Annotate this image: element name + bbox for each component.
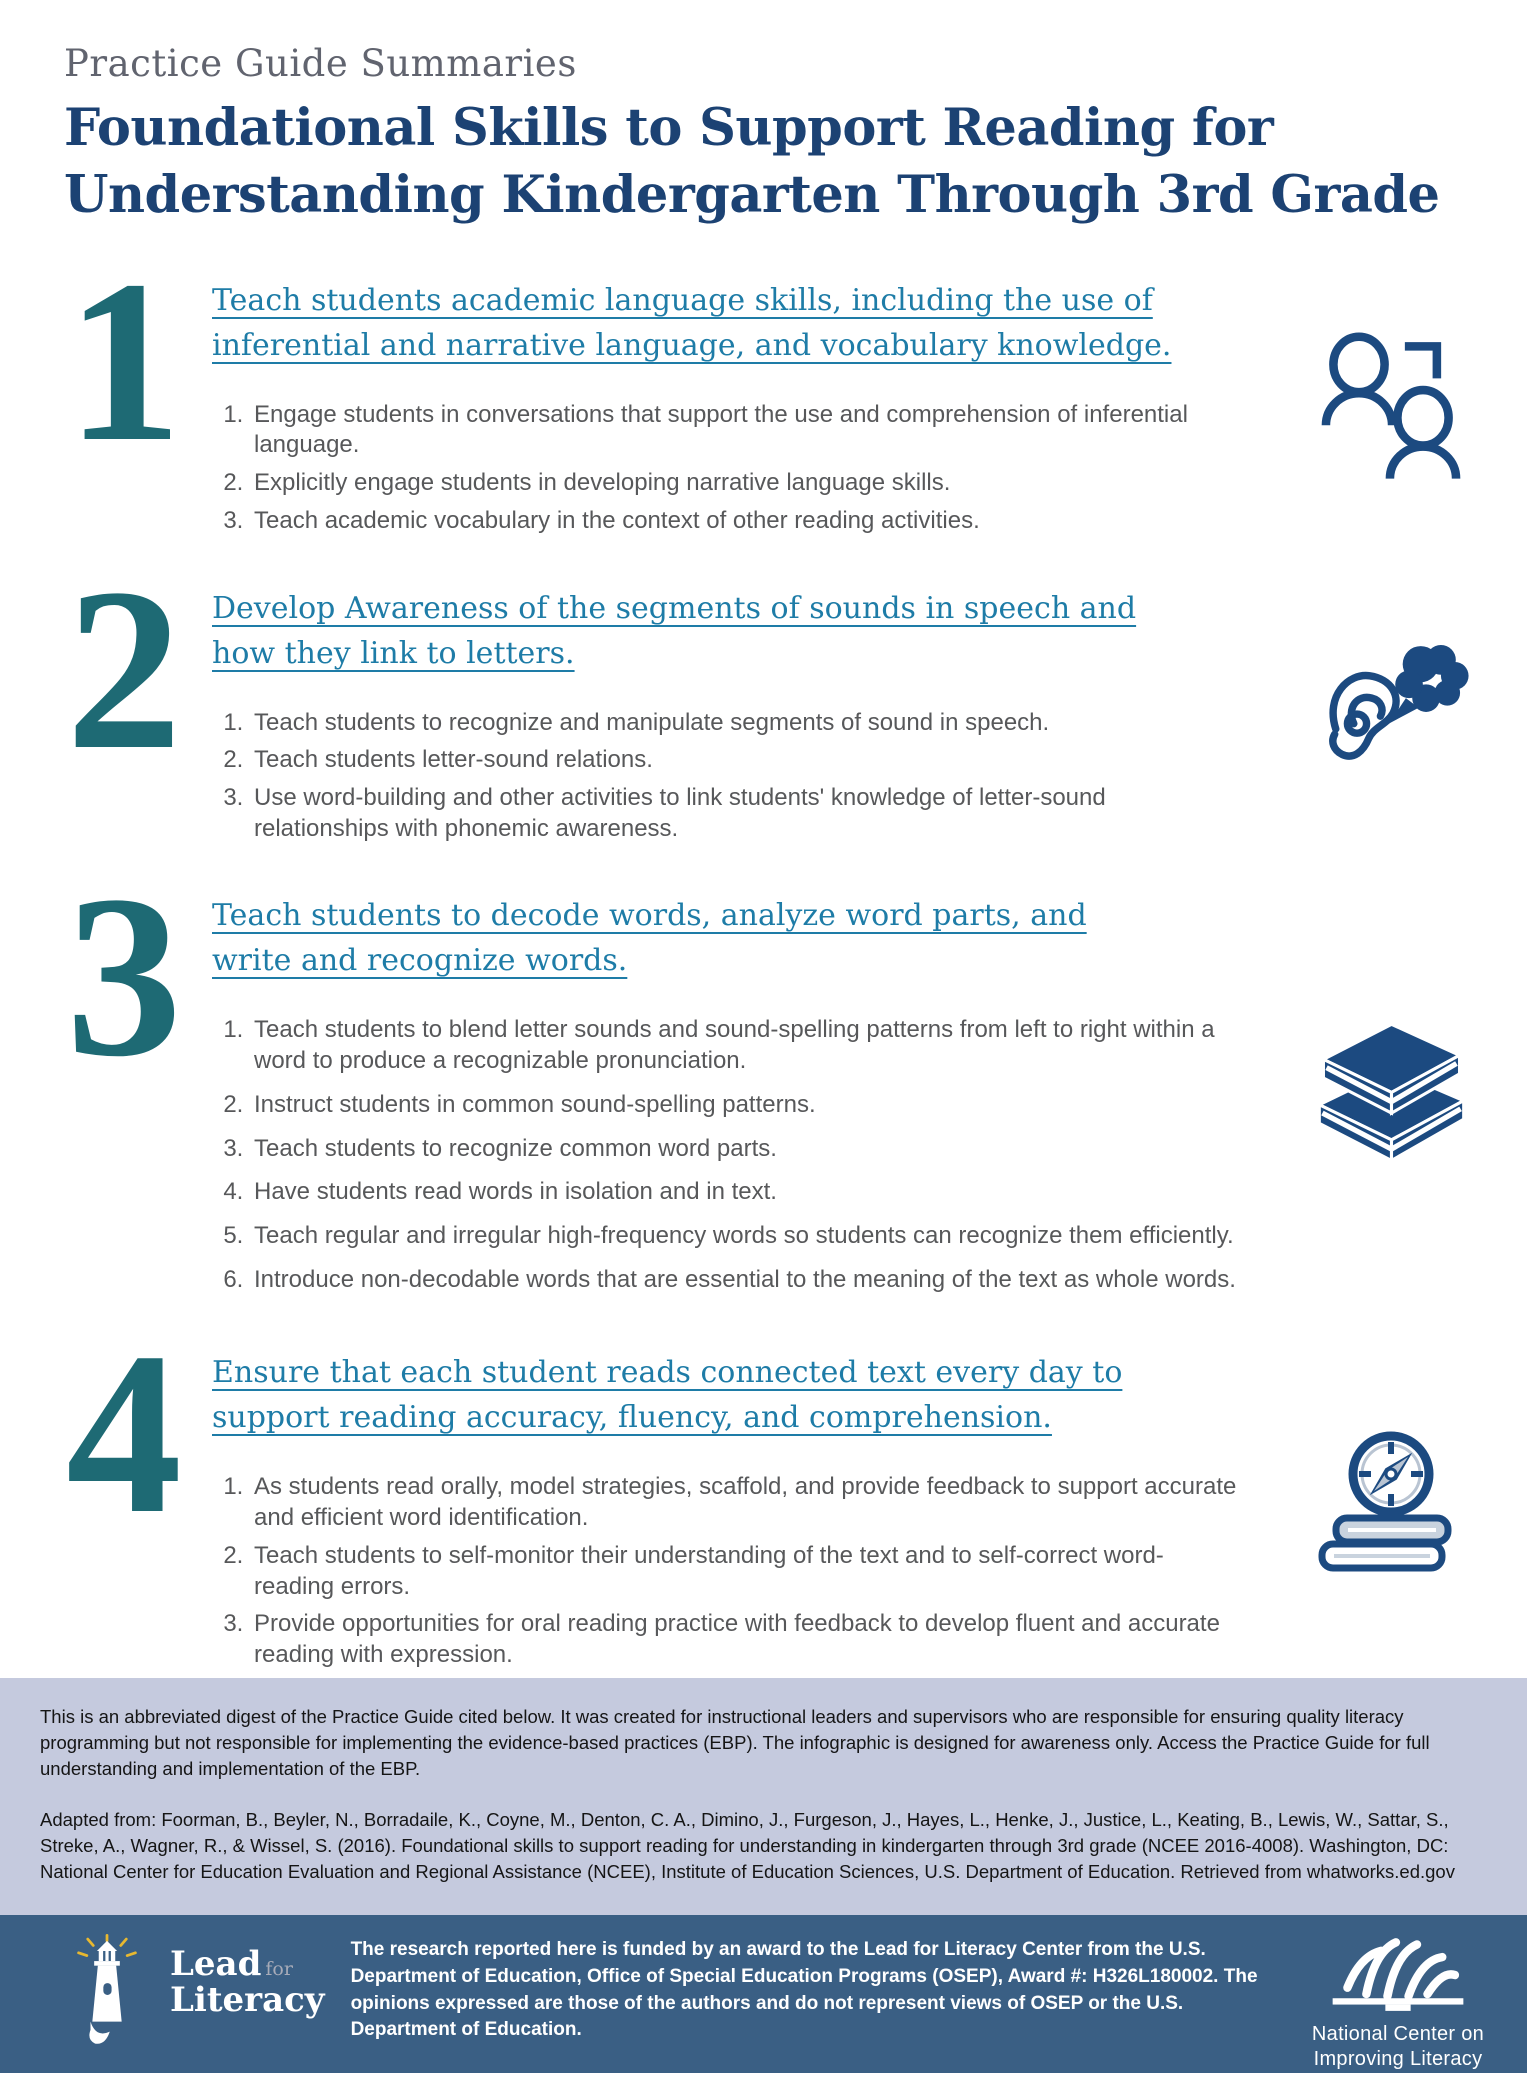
section-4-heading[interactable]: Ensure that each student reads connected text every day to support reading accuracy, fluency, and comprehension.: [212, 1355, 1123, 1436]
books-icon: [1309, 1018, 1474, 1178]
lead-logo-text: [170, 1933, 325, 2021]
list-item: 1. As students read orally, model strategies, scaffold, and provide feedback to support accurate and efficient word identification.: [250, 1472, 1240, 1533]
list-item: 3. Teach academic vocabulary in the context of other reading activities.: [250, 506, 1240, 537]
section-2-list: [220, 708, 1240, 845]
section-1-number: 1: [66, 232, 182, 490]
section-1-list: [220, 400, 1240, 537]
section-1-heading[interactable]: Teach students academic language skills, including the use of inferential and narrative language, and vocabulary knowledge.: [212, 282, 1172, 363]
section-3-content: [198, 887, 1283, 1308]
section-4-number: 4: [66, 1305, 182, 1563]
list-item: 6. Introduce non-decodable words that are essential to the meaning of the text as whole words.: [250, 1265, 1240, 1296]
ncil-line2: Improving Literacy: [1313, 2048, 1483, 2071]
lead-for-literacy-logo: [52, 1931, 325, 2062]
ncil-logo-text: [1303, 2022, 1493, 2072]
lead-word: Lead: [170, 1944, 262, 1985]
list-item: 3. Teach students to recognize common word parts.: [250, 1134, 1240, 1165]
citation-paragraph: Adapted from: Foorman, B., Beyler, N., Borradaile, K., Coyne, M., Denton, C. A., Dimino, J., Furgeson, J., Hayes, L., Henke, J., Justice, L., Keating, B., Lewis, W., Sattar, S., Streke, A., Wagner, R., & Wissel, S. (2016). Foundational skills to support reading for understanding in kindergarten through 3rd grade (NCEE 2016-4008). Washington, DC: National Center for Education Evaluation and Regional Assistance (NCEE), Institute of Education Sciences, U.S. Department of Education. Retrieved from whatworks.ed.gov: [40, 1808, 1455, 1883]
section-3-heading[interactable]: Teach students to decode words, analyze word parts, and write and recognize words.: [212, 898, 1087, 979]
section-4-icon-area: [1283, 1344, 1499, 1677]
for-word: for: [265, 1958, 293, 1981]
lighthouse-icon: [52, 1933, 162, 2062]
list-item: 4. Have students read words in isolation and in text.: [250, 1177, 1240, 1208]
list-item: 1. Teach students to recognize and manipulate segments of sound in speech.: [250, 708, 1240, 739]
section-1: [0, 232, 1527, 544]
ncil-logo: [1303, 1931, 1493, 2072]
list-item: 2. Teach students to self-monitor their understanding of the text and to self-correct word-reading errors.: [250, 1541, 1240, 1602]
section-3: [0, 848, 1527, 1308]
section-3-number: 3: [66, 848, 182, 1106]
section-4-content: [198, 1344, 1283, 1677]
notes-panel: [0, 1678, 1527, 1916]
section-1-content: [198, 272, 1283, 544]
section-2-heading[interactable]: Develop Awareness of the segments of sounds in speech and how they link to letters.: [212, 590, 1137, 671]
open-book-icon: [1323, 2000, 1473, 2017]
section-3-icon-area: [1283, 887, 1499, 1308]
section-4: [0, 1305, 1527, 1677]
list-item: 1. Teach students to blend letter sounds and sound-spelling patterns from left to right within a word to produce a recognizable pronunciation.: [250, 1015, 1240, 1076]
section-2: [0, 540, 1527, 852]
section-3-list: [220, 1015, 1240, 1295]
section-2-icon-area: [1283, 580, 1499, 852]
eyebrow: Practice Guide Summaries: [64, 42, 577, 85]
list-item: 2. Instruct students in common sound-spelling patterns.: [250, 1090, 1240, 1121]
list-item: 2. Teach students letter-sound relations.: [250, 745, 1240, 776]
digest-paragraph: This is an abbreviated digest of the Practice Guide cited below. It was created for instructional leaders and supervisors who are responsible for ensuring quality literacy programming but not responsible for implementing the evidence-based practices (EBP). The infographic is designed for awareness only. Access the Practice Guide for full understanding and implementation of the EBP.: [40, 1705, 1430, 1780]
page-title: Foundational Skills to Support Reading for Understanding Kindergarten Through 3rd Grade: [64, 98, 1440, 226]
list-item: 2. Explicitly engage students in developing narrative language skills.: [250, 468, 1240, 499]
compass-books-icon: [1306, 1424, 1476, 1599]
section-1-icon-area: [1283, 272, 1499, 544]
list-item: 1. Engage students in conversations that support the use and comprehension of inferential language.: [250, 400, 1240, 461]
conversation-icon: [1311, 325, 1471, 490]
list-item: 3. Provide opportunities for oral reading practice with feedback to develop fluent and accurate reading with expression.: [250, 1609, 1240, 1670]
ncil-line1: National Center on: [1311, 2023, 1485, 2046]
ear-speech-icon: [1306, 628, 1476, 803]
page-header: [0, 0, 1527, 230]
funding-statement: The research reported here is funded by an award to the Lead for Literacy Center from the U.S. Department of Education, Office of Special Education Programs (OSEP), Award #: H326L180002. The opinions expressed are those of the authors and do not represent views of OSEP or the U.S. Department of Education.: [350, 1939, 1258, 2041]
section-2-number: 2: [66, 540, 182, 798]
section-2-content: [198, 580, 1283, 852]
list-item: 3. Use word-building and other activities to link students' knowledge of letter-sound relationships with phonemic awareness.: [250, 783, 1240, 844]
literacy-word: Literacy: [170, 1980, 325, 2021]
list-item: 5. Teach regular and irregular high-frequency words so students can recognize them efficiently.: [250, 1221, 1240, 1252]
section-4-list: [220, 1472, 1240, 1670]
footer-bar: [0, 1915, 1527, 2073]
